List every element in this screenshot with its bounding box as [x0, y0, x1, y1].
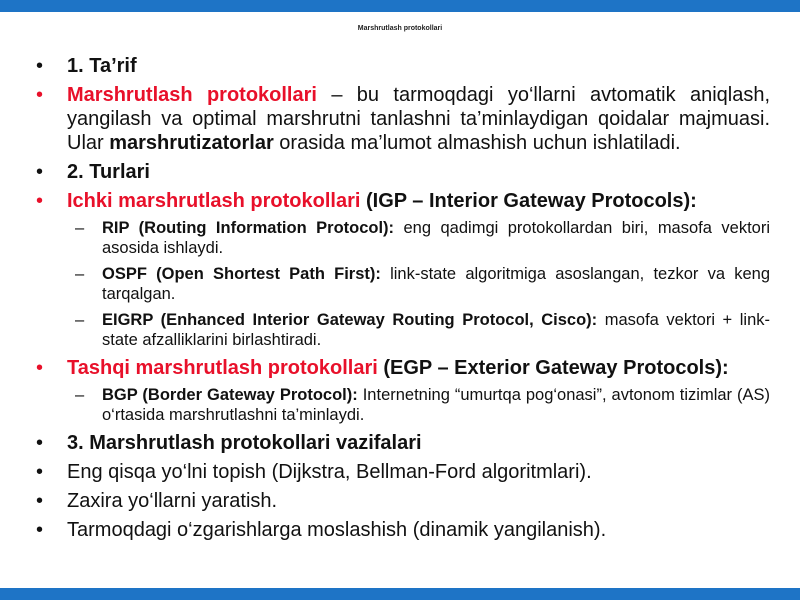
definition-text-a: – bu tarmoqdagi yo‘llarni avtomatik aniqlash, yangilash va optimal marshrutni tanlashni ta’minlaydigan qoidalar majmuasi. Ular — [67, 84, 771, 154]
sub-item-rip — [30, 218, 770, 258]
bullet-dot: • — [36, 161, 44, 183]
sub-item-bgp — [30, 385, 770, 425]
heading-definition: 1. Ta’rif — [67, 55, 137, 77]
top-accent-bar — [0, 0, 800, 12]
slide-content — [30, 54, 770, 547]
list-item-igp — [30, 189, 770, 213]
heading-functions: 3. Marshrutlash protokollari vazifalari — [67, 432, 422, 454]
ospf-name: OSPF (Open Shortest Path First): — [102, 265, 381, 283]
function-backup-paths: Zaxira yo‘llarni yaratish. — [67, 490, 278, 512]
term-routing-protocols: Marshrutlash protokollari — [67, 84, 317, 106]
bullet-dash: – — [75, 386, 85, 404]
bullet-dot: • — [36, 519, 44, 541]
ospf-desc: link-state algoritmiga asoslangan, tezkor va keng tarqalgan. — [102, 265, 771, 303]
list-item-heading-types — [30, 160, 770, 184]
bullet-dot: • — [36, 490, 44, 512]
bullet-dash: – — [75, 311, 85, 329]
list-item-egp — [30, 356, 770, 380]
eigrp-desc: masofa vektori + link-state afzalliklarini birlashtiradi. — [102, 311, 770, 349]
bullet-dot: • — [36, 84, 44, 106]
term-routers: marshrutizatorlar — [109, 132, 274, 154]
bgp-desc: Internetning “umurtqa pog‘onasi”, avtonom tizimlar (AS) o‘rtasida marshrutlashni ta’minlaydi. — [102, 386, 771, 424]
bullet-dot: • — [36, 461, 44, 483]
sub-item-ospf — [30, 264, 770, 304]
list-item-adaptation — [30, 518, 770, 542]
bullet-dash: – — [75, 219, 85, 237]
list-item-definition — [30, 83, 770, 155]
igp-abbrev: (IGP – Interior Gateway Protocols): — [360, 190, 697, 212]
rip-desc: eng qadimgi protokollardan biri, masofa vektori asosida ishlaydi. — [102, 219, 770, 257]
list-item-heading-functions — [30, 431, 770, 455]
egp-abbrev: (EGP – Exterior Gateway Protocols): — [377, 357, 729, 379]
heading-types: 2. Turlari — [67, 161, 150, 183]
function-adaptation: Tarmoqdagi o‘zgarishlarga moslashish (dinamik yangilanish). — [67, 519, 607, 541]
function-shortest-path: Eng qisqa yo‘lni topish (Dijkstra, Bellman-Ford algoritmlari). — [67, 461, 592, 483]
term-egp: Tashqi marshrutlash protokollari — [67, 357, 378, 379]
list-item-shortest-path — [30, 460, 770, 484]
bgp-name: BGP (Border Gateway Protocol): — [102, 386, 358, 404]
sub-item-eigrp — [30, 310, 770, 350]
bullet-dot: • — [36, 432, 44, 454]
bullet-dash: – — [75, 265, 85, 283]
slide-title: Marshrutlash protokollari — [357, 25, 443, 32]
bottom-accent-bar — [0, 588, 800, 600]
bullet-dot: • — [36, 190, 44, 212]
list-item-heading-definition — [30, 54, 770, 78]
bullet-dot: • — [36, 357, 44, 379]
definition-text-b: orasida ma’lumot almashish uchun ishlatiladi. — [273, 132, 681, 154]
term-igp: Ichki marshrutlash protokollari — [67, 190, 361, 212]
list-item-backup-paths — [30, 489, 770, 513]
rip-name: RIP (Routing Information Protocol): — [102, 219, 395, 237]
bullet-dot: • — [36, 55, 44, 77]
eigrp-name: EIGRP (Enhanced Interior Gateway Routing Protocol, Cisco): — [102, 311, 598, 329]
